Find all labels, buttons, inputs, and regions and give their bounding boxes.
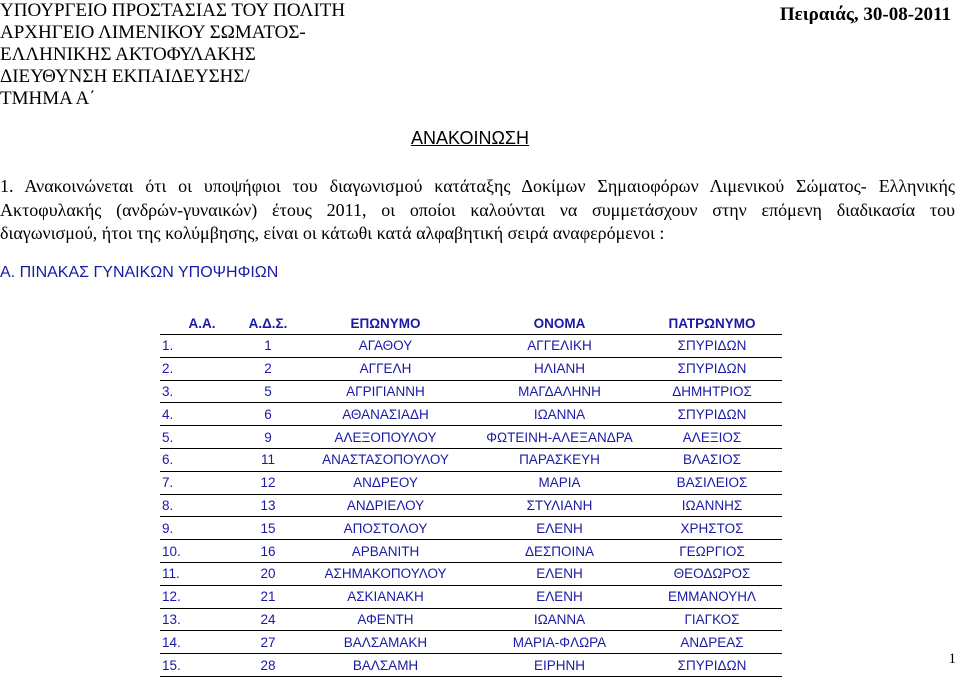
cell-ads: 21 xyxy=(242,585,294,608)
cell-surname: ΑΡΒΑΝΙΤΗ xyxy=(294,540,477,563)
cell-patronymic: ΑΛΕΞΙΟΣ xyxy=(642,426,782,449)
cell-name: ΠΑΡΑΣΚΕΥΗ xyxy=(477,448,642,471)
cell-ads: 1 xyxy=(242,335,294,358)
table-row xyxy=(160,631,782,654)
cell-ads: 20 xyxy=(242,562,294,585)
cell-name: ΣΤΥΛΙΑΝΗ xyxy=(477,494,642,517)
cell-serial: 6. xyxy=(160,448,242,471)
table-row xyxy=(160,654,782,677)
cell-patronymic: ΔΗΜΗΤΡΙΟΣ xyxy=(642,380,782,403)
cell-ads: 9 xyxy=(242,426,294,449)
cell-surname: ΑΝΔΡΙΕΛΟΥ xyxy=(294,494,477,517)
cell-serial: 3. xyxy=(160,380,242,403)
cell-ads: 5 xyxy=(242,380,294,403)
table-row xyxy=(160,585,782,608)
cell-serial: 1. xyxy=(160,335,242,358)
cell-ads: 15 xyxy=(242,517,294,540)
table-row xyxy=(160,608,782,631)
cell-name: ΜΑΓΔΑΛΗΝΗ xyxy=(477,380,642,403)
table-row xyxy=(160,380,782,403)
cell-name: ΙΩΑΝΝΑ xyxy=(477,608,642,631)
cell-name: ΜΑΡΙΑ-ΦΛΩΡΑ xyxy=(477,631,642,654)
authority-line: ΔΙΕΥΘΥΝΣΗ ΕΚΠΑΙΔΕΥΣΗΣ/ xyxy=(0,66,250,87)
cell-patronymic: ΘΕΟΔΩΡΟΣ xyxy=(642,562,782,585)
cell-surname: ΑΓΑΘΟΥ xyxy=(294,335,477,358)
cell-name: ΑΓΓΕΛΙΚΗ xyxy=(477,335,642,358)
cell-surname: ΑΣΗΜΑΚΟΠΟΥΛΟΥ xyxy=(294,562,477,585)
cell-patronymic: ΙΩΑΝΝΗΣ xyxy=(642,494,782,517)
cell-serial: 8. xyxy=(160,494,242,517)
cell-surname: ΒΑΛΣΑΜΑΚΗ xyxy=(294,631,477,654)
cell-surname: ΑΦΕΝΤΗ xyxy=(294,608,477,631)
cell-serial: 14. xyxy=(160,631,242,654)
table-row xyxy=(160,540,782,563)
cell-name: ΗΛΙΑΝΗ xyxy=(477,357,642,380)
table-row xyxy=(160,494,782,517)
table-row xyxy=(160,335,782,358)
cell-patronymic: ΣΠΥΡΙΔΩΝ xyxy=(642,335,782,358)
cell-patronymic: ΕΜΜΑΝΟΥΗΛ xyxy=(642,585,782,608)
document-title: ΑΝΑΚΟΙΝΩΣΗ xyxy=(411,128,530,148)
cell-patronymic: ΣΠΥΡΙΔΩΝ xyxy=(642,357,782,380)
authority-line: ΤΜΗΜΑ Α΄ xyxy=(0,88,96,109)
cell-surname: ΑΝΑΣΤΑΣΟΠΟΥΛΟΥ xyxy=(294,448,477,471)
cell-ads: 28 xyxy=(242,654,294,677)
cell-name: ΕΛΕΝΗ xyxy=(477,585,642,608)
cell-serial: 7. xyxy=(160,471,242,494)
cell-surname: ΑΓΡΙΓΙΑΝΝΗ xyxy=(294,380,477,403)
authority-line: ΕΛΛΗΝΙΚΗΣ ΑΚΤΟΦΥΛΑΚΗΣ xyxy=(0,44,256,65)
cell-name: ΕΛΕΝΗ xyxy=(477,562,642,585)
cell-name: ΕΙΡΗΝΗ xyxy=(477,654,642,677)
cell-surname: ΑΘΑΝΑΣΙΑΔΗ xyxy=(294,403,477,426)
cell-patronymic: ΒΛΑΣΙΟΣ xyxy=(642,448,782,471)
cell-serial: 10. xyxy=(160,540,242,563)
cell-surname: ΑΠΟΣΤΟΛΟΥ xyxy=(294,517,477,540)
cell-serial: 5. xyxy=(160,426,242,449)
cell-surname: ΑΓΓΕΛΗ xyxy=(294,357,477,380)
table-row xyxy=(160,471,782,494)
paragraph-line: διαγωνισμού, ήτοι της κολύμβησης, είναι οι κάτωθι κατά αλφαβητική σειρά αναφερόμενοι : xyxy=(0,223,665,243)
announcement-paragraph xyxy=(0,175,955,246)
table-row xyxy=(160,448,782,471)
cell-ads: 24 xyxy=(242,608,294,631)
cell-patronymic: ΓΕΩΡΓΙΟΣ xyxy=(642,540,782,563)
cell-serial: 11. xyxy=(160,562,242,585)
cell-serial: 15. xyxy=(160,654,242,677)
cell-serial: 9. xyxy=(160,517,242,540)
cell-name: ΜΑΡΙΑ xyxy=(477,471,642,494)
col-header-name: ΟΝΟΜΑ xyxy=(533,315,586,331)
cell-serial: 4. xyxy=(160,403,242,426)
table-row xyxy=(160,403,782,426)
cell-patronymic: ΑΝΔΡΕΑΣ xyxy=(642,631,782,654)
cell-patronymic: ΒΑΣΙΛΕΙΟΣ xyxy=(642,471,782,494)
col-header-patronymic: ΠΑΤΡΩΝΥΜΟ xyxy=(668,315,756,331)
cell-name: ΔΕΣΠΟΙΝΑ xyxy=(477,540,642,563)
authority-line: ΥΠΟΥΡΓΕΙΟ ΠΡΟΣΤΑΣΙΑΣ ΤΟΥ ΠΟΛΙΤΗ xyxy=(0,0,346,21)
table-row xyxy=(160,562,782,585)
cell-ads: 12 xyxy=(242,471,294,494)
table-row xyxy=(160,357,782,380)
table-row xyxy=(160,426,782,449)
col-header-serial: Α.Α. xyxy=(188,315,216,331)
cell-patronymic: ΣΠΥΡΙΔΩΝ xyxy=(642,403,782,426)
cell-ads: 13 xyxy=(242,494,294,517)
cell-surname: ΒΑΛΣΑΜΗ xyxy=(294,654,477,677)
cell-patronymic: ΣΠΥΡΙΔΩΝ xyxy=(642,654,782,677)
cell-ads: 16 xyxy=(242,540,294,563)
cell-ads: 2 xyxy=(242,357,294,380)
cell-ads: 11 xyxy=(242,448,294,471)
candidates-table xyxy=(160,312,782,677)
issuing-authority xyxy=(0,0,345,110)
cell-ads: 27 xyxy=(242,631,294,654)
col-header-ads: Α.Δ.Σ. xyxy=(248,315,288,331)
cell-serial: 12. xyxy=(160,585,242,608)
cell-surname: ΑΝΔΡΕΟΥ xyxy=(294,471,477,494)
cell-name: ΕΛΕΝΗ xyxy=(477,517,642,540)
authority-line: ΑΡΧΗΓΕΙΟ ΛΙΜΕΝΙΚΟΥ ΣΩΜΑΤΟΣ- xyxy=(0,22,306,43)
cell-name: ΦΩΤΕΙΝΗ-ΑΛΕΞΑΝΔΡΑ xyxy=(477,426,642,449)
cell-patronymic: ΓΙΑΓΚΟΣ xyxy=(642,608,782,631)
cell-patronymic: ΧΡΗΣΤΟΣ xyxy=(642,517,782,540)
col-header-surname: ΕΠΩΝΥΜΟ xyxy=(350,315,421,331)
page-number: 1 xyxy=(948,651,956,667)
cell-name: ΙΩΑΝΝΑ xyxy=(477,403,642,426)
cell-surname: ΑΛΕΞΟΠΟΥΛΟΥ xyxy=(294,426,477,449)
paragraph-line: Ακτοφυλακής (ανδρών-γυναικών) έτους 2011, οι οποίοι καλούνται να συμμετάσχουν στην επόμενη διαδικασία του xyxy=(0,199,955,220)
table-header-row xyxy=(160,312,782,335)
table-row xyxy=(160,517,782,540)
cell-surname: ΑΣΚΙΑΝΑΚΗ xyxy=(294,585,477,608)
cell-serial: 13. xyxy=(160,608,242,631)
cell-serial: 2. xyxy=(160,357,242,380)
place-date: Πειραιάς, 30-08-2011 xyxy=(779,4,951,25)
paragraph-line: 1. Ανακοινώνεται ότι οι υποψήφιοι του διαγωνισμού κατάταξης Δοκίμων Σημαιοφόρων Λιμενικού Σώματος- Ελληνικής xyxy=(0,176,955,196)
section-title: Α. ΠΙΝΑΚΑΣ ΓΥΝΑΙΚΩΝ ΥΠΟΨΗΦΙΩΝ xyxy=(0,264,279,281)
cell-ads: 6 xyxy=(242,403,294,426)
